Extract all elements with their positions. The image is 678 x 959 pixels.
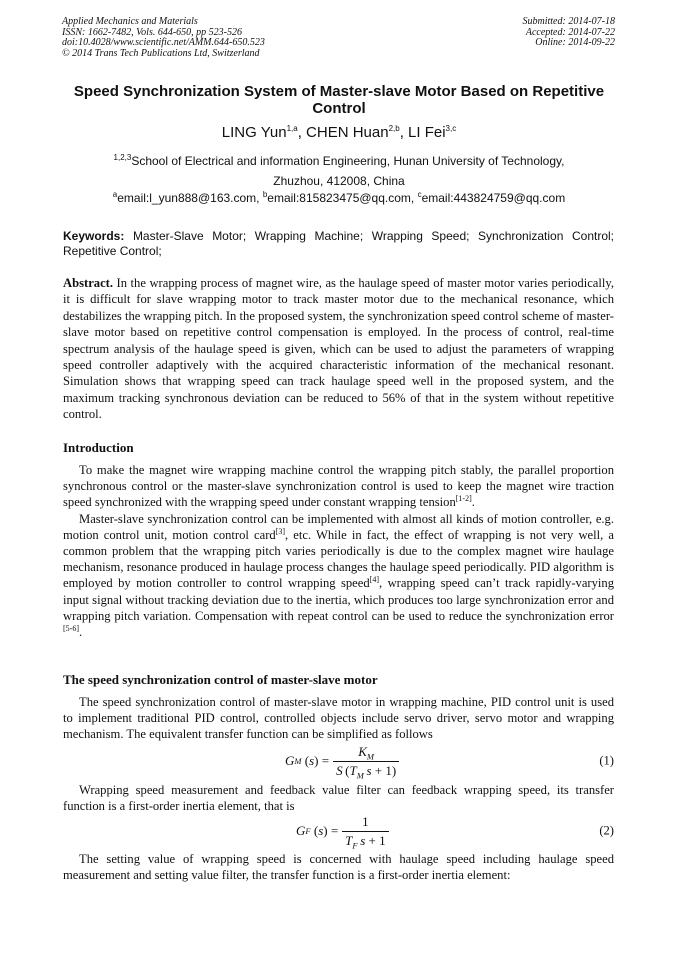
email-sup: a — [112, 190, 118, 199]
doi: doi:10.4028/www.scientific.net/AMM.644-650.523 — [62, 37, 265, 49]
abstract-label: Abstract. — [63, 276, 114, 290]
author-name: LING Yun — [221, 124, 287, 141]
author-list — [0, 124, 678, 141]
paper-title: Speed Synchronization System of Master-slave Motor Based on Repetitive Control — [73, 83, 605, 117]
author-sep: , — [399, 124, 409, 141]
citation-ref: [4] — [369, 575, 379, 585]
introduction-body — [63, 462, 614, 640]
author-sup: 3,c — [445, 124, 457, 133]
copyright: © 2014 Trans Tech Publications Ltd, Switzerland — [62, 47, 260, 59]
citation-ref: [5-6] — [63, 623, 79, 633]
citation-ref: [3] — [275, 526, 286, 536]
author-sup: 1,a — [286, 124, 298, 133]
submitted-date: Submitted: 2014-07-18 — [522, 16, 615, 27]
section-paragraph-3 — [63, 851, 614, 883]
author-sep: , — [297, 124, 307, 141]
section-p2: Wrapping speed measurement and feedback value filter can feedback wrapping speed, its transfer function is a first-order inertia element, that is — [63, 783, 614, 814]
equation-1-body: G M ( s ) = $\frac{K_M}{S (T_M s + 1)}$ — [285, 742, 399, 780]
abstract — [63, 275, 614, 423]
author-sup: 2,b — [388, 124, 400, 133]
author-name: LI Fei — [408, 124, 446, 141]
keywords-text: Master-Slave Motor; Wrapping Machine; Wrapping Speed; Synchronization Control; Repetitive Control; — [63, 229, 614, 258]
author-name: CHEN Huan — [306, 124, 389, 141]
intro-paragraph-2 — [63, 511, 614, 641]
affiliation — [90, 151, 588, 191]
equation-2 — [63, 813, 614, 849]
intro-p2-text-b: , etc. While in fact, the effect of wrapping is not very well, a common problem that the wrapping pitch varies periodically is due to the complex magnet wire haulage mechanism, resonance produced in haulage process changes the haulage speed periodically. PID algorithm is employed by motion controller to control wrapping speed — [63, 527, 614, 591]
affiliation-sup: 1,2,3 — [113, 153, 132, 162]
email-sup: c — [417, 190, 422, 199]
affiliation-text: School of Electrical and information Engineering, Hunan University of Technology, Zhuzhou, 412008, China — [131, 154, 565, 188]
abstract-text: In the wrapping process of magnet wire, as the haulage speed of master motor varies periodically, it is difficult for slave wrapping motor to track master motor due to the mechanical resonance, which destabilizes the wrapping pitch. In the proposed system, the synchronization speed control scheme of master-slave motor based on repetitive control compensation is employed. In the process of control, real-time spectrum analysis of the haulage speed is given, which can be used to adjust the parameters of wrapping speed controller adaptively with the acquired characteristic information of the mechanical resonant. Simulation shows that wrapping speed can track haulage speed well in the proposed system, and the maximum tracking synchronous deviation can be reduced to 56% of that in the system without repetitive control. — [63, 276, 615, 422]
journal-header-right — [523, 17, 616, 49]
online-date: Online: 2014-09-22 — [535, 37, 615, 49]
email-address: email:l_yun888@163.com, — [117, 191, 263, 205]
citation-ref: [1-2] — [455, 494, 472, 504]
section-paragraph-1 — [63, 694, 614, 743]
email-address: email:815823475@qq.com, — [267, 191, 418, 205]
intro-p1-end: . — [471, 495, 475, 510]
email-address: email:443824759@qq.com — [421, 191, 566, 205]
introduction-heading: Introduction — [63, 440, 134, 455]
accepted-date: Accepted: 2014-07-22 — [525, 26, 615, 38]
section-paragraph-2 — [63, 782, 614, 814]
issn: ISSN: 1662-7482, Vols. 644-650, pp 523-526 — [62, 26, 242, 38]
section-heading: The speed synchronization control of master-slave motor — [63, 672, 378, 687]
intro-p1-text: To make the magnet wire wrapping machine control the wrapping pitch stably, the parallel proportion synchronous control or the master-slave synchronization control is used to keep the magnet wire traction speed synchronized with the wrapping speed under constant wrapping tension — [63, 463, 614, 510]
email-line — [0, 191, 678, 205]
equation-2-body: G F ( s ) = $\frac{1}{T_F s + 1}$ — [296, 813, 389, 849]
intro-p2-text-a: Master-slave synchronization control can be implemented with almost all kinds of motion controller, e.g. motion control unit, motion control card — [63, 511, 614, 542]
section-p3: The setting value of wrapping speed is concerned with haulage speed including haulage speed measurement and setting value filter, the transfer function is a first-order inertia element: — [63, 852, 614, 883]
equation-2-number: (2) — [599, 823, 614, 838]
keywords — [63, 229, 614, 259]
journal-header-left — [62, 17, 265, 59]
section-p1: The speed synchronization control of master-slave motor in wrapping machine, PID control unit is used to implement traditional PID control, controlled objects include servo driver, servo motor and wrapping mechanism. The equivalent transfer function can be simplified as follows — [63, 695, 614, 742]
keywords-label: Keywords: — [63, 229, 125, 243]
equation-1 — [63, 742, 614, 780]
intro-p2-text-c: , wrapping speed can’t track rapidly-varying input signal without tracking deviation due to the inertia, which produces too large synchronization error and wrapping pitch variation. Compensation with repeat control can be used to reduce the synchronization error — [63, 576, 614, 623]
intro-p2-end: . — [79, 625, 83, 640]
journal-name: Applied Mechanics and Materials — [62, 16, 198, 27]
intro-paragraph-1 — [63, 462, 614, 511]
email-sup: b — [262, 190, 268, 199]
equation-1-number: (1) — [599, 753, 614, 768]
